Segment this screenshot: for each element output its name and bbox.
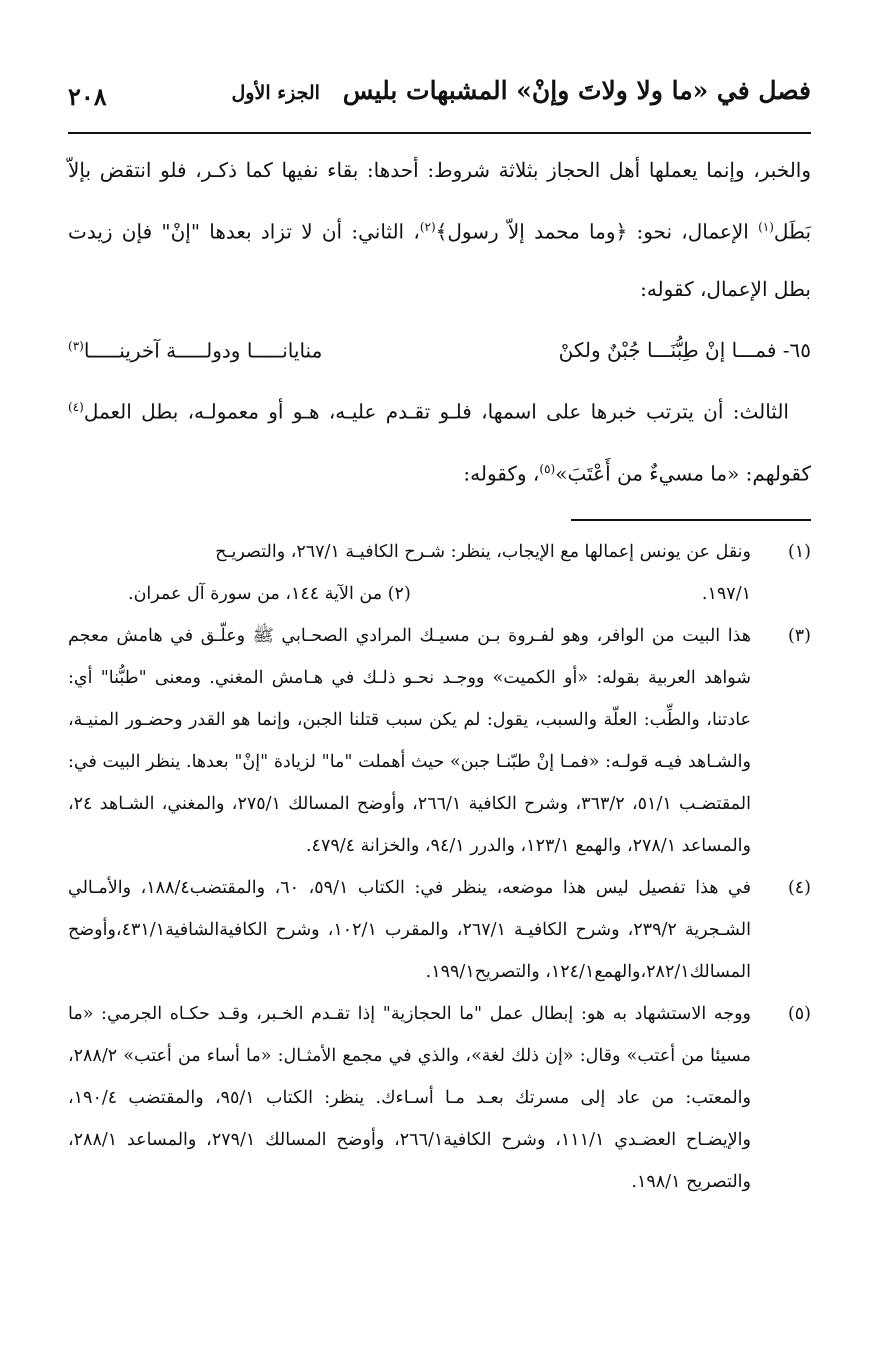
footnotes [68,531,811,1203]
footnote-number: (٣) [787,625,811,646]
footnote-5: (٥) ووجه الاستشهاد به هو: إبطال عمل "ما الحجازية" إذا تقـدم الخـبر، وقـد حكـاه الجرمي: «ما مسيئا من أعتب» وقال: «إن ذلك لغة»، والذي في مجمع الأمثـال: «ما أساء من أعتب» ٢٨٨/٢، والمعتب: من عاد إلى مسرتك بعـد مـا أسـاءك. ينظر: الكتاب ٩٥/١، والمقتضب ١٩٠/٤، والإيضـاح العضـدي ١١١/١، وشرح الكافية٢٦٦/١، وأوضح المسالك ٢٧٩/١، والمساعد ٢٨٨/١، والتصريح ١٩٨/١. [68,993,811,1203]
footnote-divider [571,519,811,521]
main-text [68,142,811,503]
verse-first-half: ٦٥- فمـــا إنْ طِبُّنَـــا جُبْنٌ ولكنْ [558,338,811,363]
page-header [68,70,811,134]
footnote-3: (٣) هذا البيت من الوافر، وهو لفـروة بـن مسيـك المرادي الصحـابي ﷺ وعلّـق في هامش معجم شواهد العربية بقوله: «أو الكميت» ووجـد نحـو ذلـك في هـامش المغني. ومعنى "طبُّنا" أي: عادتنا، والطِّب: العلّة والسبب، يقول: لم يكن سبب قتلنا الجبن، وإنما هو القدر وحضـور المنيـة، والشـاهد فيـه قولـه: «فمـا إنْ طبّنـا جبن» حيث أهملت "ما" لزيادة "إنْ" بعدها. ينظر البيت في: المقتضـب ٥١/١، ٣٦٣/٢، وشرح الكافية ٢٦٦/١، وأوضح المسالك ٢٧٥/١، والمغني، الشـاهد ٢٤، والمساعد ٢٧٨/١، والهمع ١٢٣/١، والدرر ٩٤/١، والخزانة ٤٧٩/٤. [68,615,811,867]
footnote-ref-5[interactable]: (٥) [539,461,556,476]
footnote-number: (٢) [387,583,411,604]
part-label: الجزء الأول [231,82,320,104]
paragraph-1: والخبر، وإنما يعملها أهل الحجاز بثلاثة شروط: أحدها: بقاء نفيها كما ذكـر، فلو انتقض بإلاّ بَطَل$^{(١)}$ الإعمال، نحو: ﴿وما محمد إلاّ رسول﴾$^{(٢)}$، الثاني: أن لا تزاد بعدها "إنْ" فإن زيدت بطل الإعمال، كقوله: [68,158,812,301]
verse-second-half: منايانـــــا ودولـــــة آخرينـــــا$^{(٣)}$ [68,338,323,363]
page [68,70,811,1203]
footnote-number: (٤) [787,877,811,898]
chapter-title [232,76,812,105]
paragraph-2: الثالث: أن يترتب خبرها على اسمها، فلـو تقـدم عليـه، هـو أو معمولـه، بطل العمل$^{(٤)}$ كقولهم: «ما مسيءٌ من أَعْتَبَ»$^{(٥)}$، وكقوله: [68,399,811,486]
footnote-ref-4[interactable]: (٤) [68,400,84,415]
footnote-1: (١) ونقل عن يونس إعمالها مع الإيجاب، ينظر: شـرح الكافيـة ٢٦٧/١، والتصريـح ١٩٧/١. (٢) من الآية ١٤٤، من سورة آل عمران. [68,531,811,615]
footnote-ref-1[interactable]: (١) [758,220,774,234]
footnote-4: (٤) في هذا تفصيل ليس هذا موضعه، ينظر في: الكتاب ٥٩/١، ٦٠، والمقتضب١٨٨/٤، والأمـالي الشـجرية ٢٣٩/٢، وشرح الكافيـة ٢٦٧/١، والمقرب ١٠٢/١، وشرح الكافيةالشافية٤٣١/١،وأوضح المسالك٢٨٢/١،والهمع١٢٤/١، والتصريح١٩٩/١. [68,867,811,993]
footnote-ref-2[interactable]: (٢) [419,220,436,234]
chapter-title-text: فصل في «ما ولا ولاتَ وإنْ» المشبهات بليس [342,76,811,105]
footnote-number: (٥) [787,1003,811,1024]
footnote-ref-3[interactable]: (٣) [68,338,84,353]
poem-verse [68,318,811,380]
page-number: ٢٠٨ [68,82,107,111]
footnote-number: (١) [787,541,811,562]
footnote-split-line: ١٩٧/١. (٢) من الآية ١٤٤، من سورة آل عمران. [128,583,751,604]
